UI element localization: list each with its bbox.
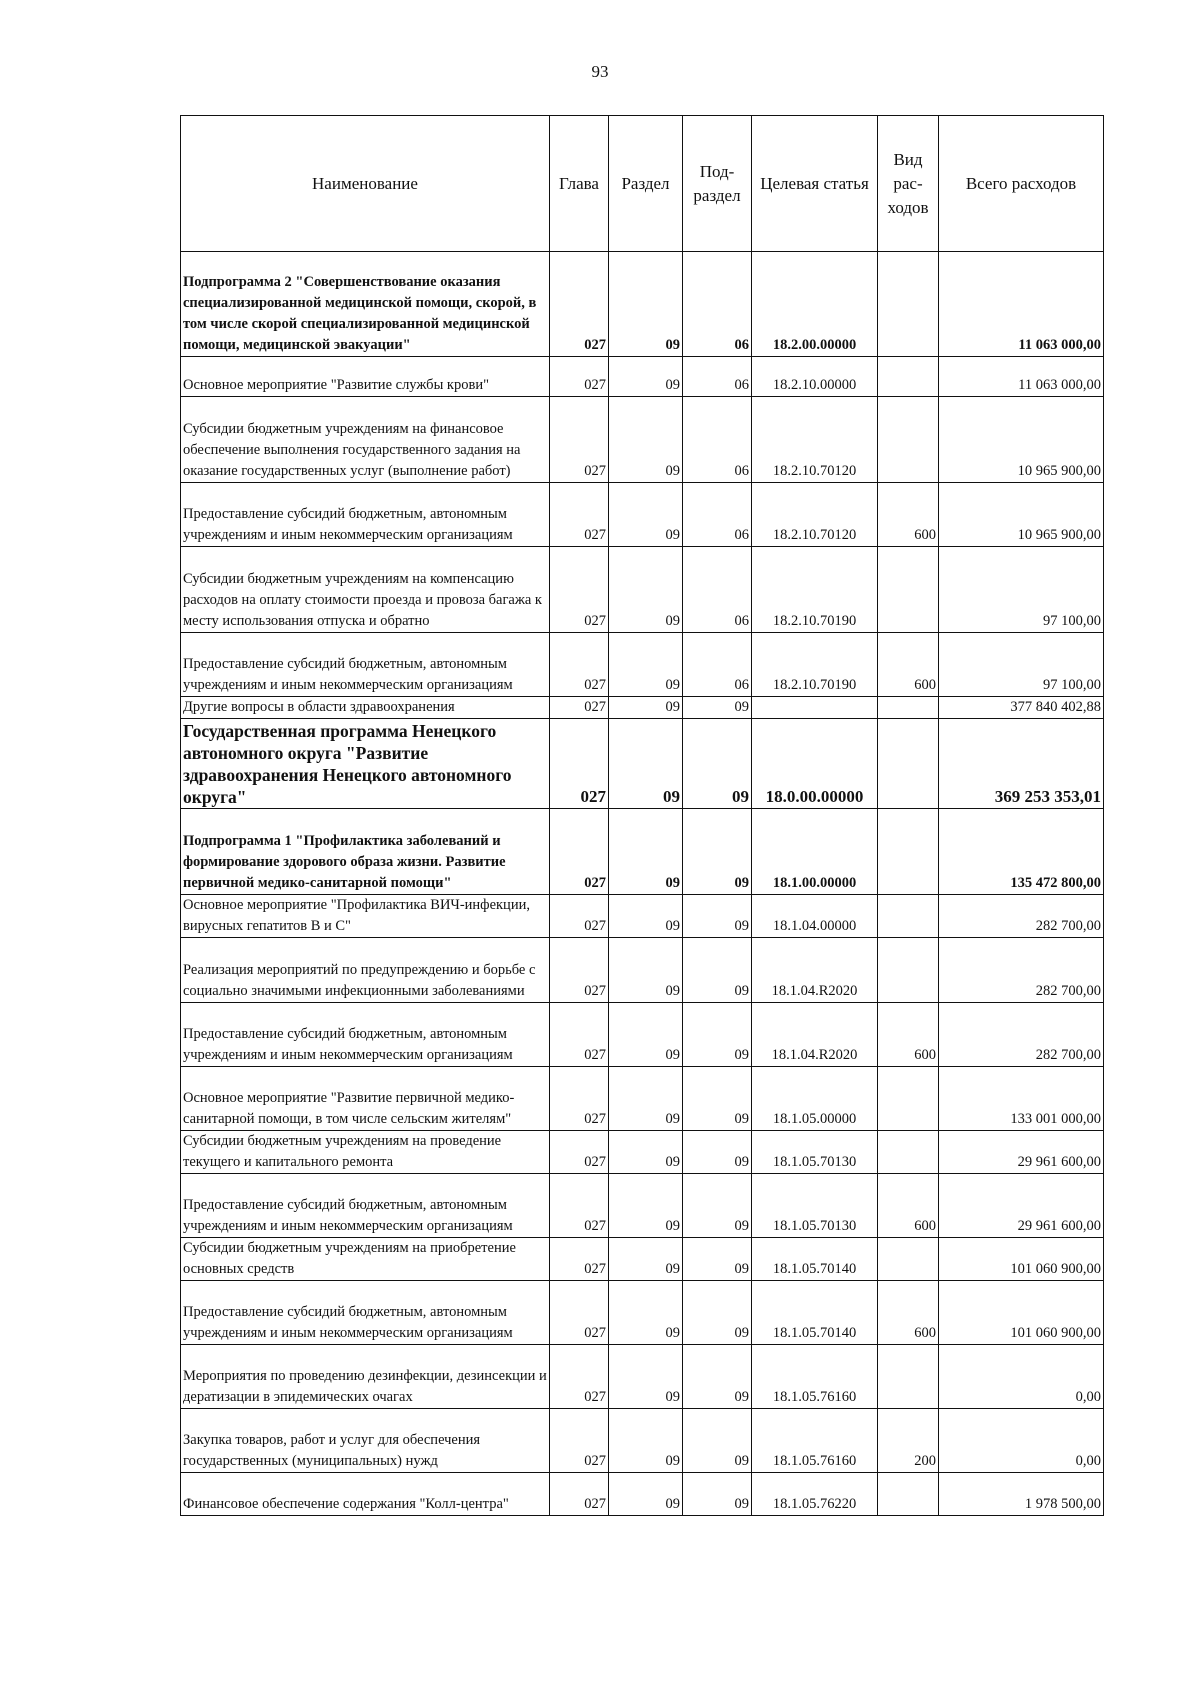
row-podrazdel: 09 [683,1174,752,1238]
row-glava: 027 [550,938,609,1003]
budget-table [180,115,1104,1516]
row-target: 18.2.10.70120 [752,397,878,483]
table-row [181,938,1104,1003]
row-vid [878,547,939,633]
table-row [181,809,1104,895]
row-total: 101 060 900,00 [939,1238,1104,1281]
row-target [752,697,878,719]
row-name: Другие вопросы в области здравоохранения [181,697,550,719]
row-glava: 027 [550,397,609,483]
row-total: 282 700,00 [939,895,1104,938]
table-row [181,483,1104,547]
row-total: 29 961 600,00 [939,1131,1104,1174]
row-name: Закупка товаров, работ и услуг для обеспечения государственных (муниципальных) нужд [181,1409,550,1473]
row-podrazdel: 09 [683,1131,752,1174]
row-razdel: 09 [609,357,683,397]
row-glava: 027 [550,809,609,895]
row-total: 11 063 000,00 [939,357,1104,397]
row-target: 18.1.05.70130 [752,1174,878,1238]
row-target: 18.1.05.00000 [752,1067,878,1131]
row-podrazdel: 09 [683,1345,752,1409]
row-vid [878,1473,939,1516]
row-razdel: 09 [609,1473,683,1516]
row-glava: 027 [550,1003,609,1067]
row-target: 18.1.05.76220 [752,1473,878,1516]
row-target: 18.1.05.70130 [752,1131,878,1174]
row-total: 29 961 600,00 [939,1174,1104,1238]
row-name: Финансовое обеспечение содержания "Колл-центра" [181,1473,550,1516]
table-row [181,1473,1104,1516]
row-target: 18.1.05.70140 [752,1238,878,1281]
row-name: Подпрограмма 1 "Профилактика заболеваний и формирование здорового образа жизни. Развитие первичной медико-санитарной помощи" [181,809,550,895]
row-total: 282 700,00 [939,1003,1104,1067]
row-total: 10 965 900,00 [939,397,1104,483]
row-vid [878,895,939,938]
row-vid [878,357,939,397]
row-razdel: 09 [609,809,683,895]
row-podrazdel: 06 [683,357,752,397]
row-target: 18.2.10.70120 [752,483,878,547]
row-razdel: 09 [609,1409,683,1473]
row-razdel: 09 [609,1345,683,1409]
row-glava: 027 [550,1174,609,1238]
row-vid: 600 [878,633,939,697]
table-row [181,719,1104,809]
table-row [181,633,1104,697]
row-name: Основное мероприятие "Профилактика ВИЧ-инфекции, вирусных гепатитов В и С" [181,895,550,938]
row-glava: 027 [550,252,609,357]
row-glava: 027 [550,1281,609,1345]
row-podrazdel: 06 [683,483,752,547]
row-name: Субсидии бюджетным учреждениям на финансовое обеспечение выполнения государственного задания на оказание государственных услуг (выполнение работ) [181,397,550,483]
row-name: Субсидии бюджетным учреждениям на приобретение основных средств [181,1238,550,1281]
header-name: Наименование [181,116,550,252]
row-total: 0,00 [939,1409,1104,1473]
row-total: 97 100,00 [939,633,1104,697]
row-target: 18.0.00.00000 [752,719,878,809]
row-razdel: 09 [609,938,683,1003]
header-vid: Вид рас-ходов [878,116,939,252]
row-vid: 200 [878,1409,939,1473]
row-glava: 027 [550,1345,609,1409]
row-name: Предоставление субсидий бюджетным, автономным учреждениям и иным некоммерческим организациям [181,633,550,697]
row-razdel: 09 [609,1174,683,1238]
row-vid [878,1345,939,1409]
row-razdel: 09 [609,547,683,633]
row-name: Предоставление субсидий бюджетным, автономным учреждениям и иным некоммерческим организациям [181,483,550,547]
row-name: Предоставление субсидий бюджетным, автономным учреждениям и иным некоммерческим организациям [181,1003,550,1067]
row-vid [878,397,939,483]
row-name: Подпрограмма 2 "Совершенствование оказания специализированной медицинской помощи, скорой, в том числе скорой специализированной медицинской помощи, медицинской эвакуации" [181,252,550,357]
row-vid: 600 [878,1174,939,1238]
table-row [181,252,1104,357]
row-vid: 600 [878,1281,939,1345]
page-number: 93 [591,62,609,81]
row-razdel: 09 [609,1067,683,1131]
row-target: 18.2.10.70190 [752,633,878,697]
row-vid [878,1067,939,1131]
row-vid [878,697,939,719]
row-vid [878,809,939,895]
row-name: Субсидии бюджетным учреждениям на компенсацию расходов на оплату стоимости проезда и провоза багажа к месту использования отпуска и обратно [181,547,550,633]
row-name: Мероприятия по проведению дезинфекции, дезинсекции и дератизации в эпидемических очагах [181,1345,550,1409]
row-podrazdel: 09 [683,719,752,809]
table-row [181,895,1104,938]
row-glava: 027 [550,357,609,397]
table-row [181,397,1104,483]
row-vid [878,719,939,809]
row-podrazdel: 09 [683,1238,752,1281]
table-row [181,1003,1104,1067]
header-total: Всего расходов [939,116,1104,252]
table-row [181,1238,1104,1281]
row-target: 18.1.04.R2020 [752,1003,878,1067]
row-glava: 027 [550,1238,609,1281]
row-total: 97 100,00 [939,547,1104,633]
table-row [181,547,1104,633]
row-podrazdel: 06 [683,547,752,633]
row-total: 369 253 353,01 [939,719,1104,809]
table-row [181,1345,1104,1409]
row-razdel: 09 [609,252,683,357]
row-razdel: 09 [609,1003,683,1067]
row-glava: 027 [550,633,609,697]
row-razdel: 09 [609,719,683,809]
row-razdel: 09 [609,1281,683,1345]
row-target: 18.1.05.76160 [752,1409,878,1473]
row-podrazdel: 09 [683,697,752,719]
row-podrazdel: 06 [683,252,752,357]
row-razdel: 09 [609,397,683,483]
row-podrazdel: 09 [683,809,752,895]
row-podrazdel: 09 [683,1473,752,1516]
row-podrazdel: 06 [683,397,752,483]
row-vid: 600 [878,1003,939,1067]
row-podrazdel: 09 [683,1281,752,1345]
row-glava: 027 [550,1131,609,1174]
table-row [181,697,1104,719]
row-name: Основное мероприятие "Развитие службы крови" [181,357,550,397]
table-header [181,116,1104,252]
table-row [181,1174,1104,1238]
header-target: Целевая статья [752,116,878,252]
row-name: Субсидии бюджетным учреждениям на проведение текущего и капитального ремонта [181,1131,550,1174]
row-target: 18.2.10.00000 [752,357,878,397]
row-vid [878,938,939,1003]
row-glava: 027 [550,547,609,633]
table-row [181,1281,1104,1345]
row-razdel: 09 [609,1131,683,1174]
row-vid [878,1238,939,1281]
row-total: 135 472 800,00 [939,809,1104,895]
row-glava: 027 [550,1473,609,1516]
row-total: 0,00 [939,1345,1104,1409]
row-glava: 027 [550,1067,609,1131]
row-target: 18.1.00.00000 [752,809,878,895]
table-row [181,1067,1104,1131]
row-total: 101 060 900,00 [939,1281,1104,1345]
row-total: 282 700,00 [939,938,1104,1003]
row-vid: 600 [878,483,939,547]
row-glava: 027 [550,1409,609,1473]
header-podrazdel: Под-раздел [683,116,752,252]
row-podrazdel: 09 [683,1067,752,1131]
row-vid [878,252,939,357]
row-podrazdel: 09 [683,1409,752,1473]
row-vid [878,1131,939,1174]
row-glava: 027 [550,697,609,719]
row-total: 133 001 000,00 [939,1067,1104,1131]
row-name: Основное мероприятие "Развитие первичной медико-санитарной помощи, в том числе сельским жителям" [181,1067,550,1131]
row-target: 18.2.00.00000 [752,252,878,357]
row-target: 18.1.04.00000 [752,895,878,938]
row-name: Предоставление субсидий бюджетным, автономным учреждениям и иным некоммерческим организациям [181,1281,550,1345]
table-row [181,357,1104,397]
table-row [181,1131,1104,1174]
row-target: 18.1.04.R2020 [752,938,878,1003]
row-glava: 027 [550,719,609,809]
row-podrazdel: 06 [683,633,752,697]
row-razdel: 09 [609,697,683,719]
row-podrazdel: 09 [683,1003,752,1067]
row-razdel: 09 [609,895,683,938]
row-total: 377 840 402,88 [939,697,1104,719]
row-name: Государственная программа Ненецкого автономного округа "Развитие здравоохранения Ненецкого автономного округа" [181,719,550,809]
row-podrazdel: 09 [683,938,752,1003]
row-target: 18.1.05.76160 [752,1345,878,1409]
row-name: Реализация мероприятий по предупреждению и борьбе с социально значимыми инфекционными заболеваниями [181,938,550,1003]
row-target: 18.2.10.70190 [752,547,878,633]
row-target: 18.1.05.70140 [752,1281,878,1345]
row-glava: 027 [550,895,609,938]
header-glava: Глава [550,116,609,252]
row-glava: 027 [550,483,609,547]
row-total: 11 063 000,00 [939,252,1104,357]
row-total: 10 965 900,00 [939,483,1104,547]
row-razdel: 09 [609,483,683,547]
row-razdel: 09 [609,1238,683,1281]
row-podrazdel: 09 [683,895,752,938]
header-razdel: Раздел [609,116,683,252]
table-row [181,1409,1104,1473]
row-razdel: 09 [609,633,683,697]
row-total: 1 978 500,00 [939,1473,1104,1516]
row-name: Предоставление субсидий бюджетным, автономным учреждениям и иным некоммерческим организациям [181,1174,550,1238]
